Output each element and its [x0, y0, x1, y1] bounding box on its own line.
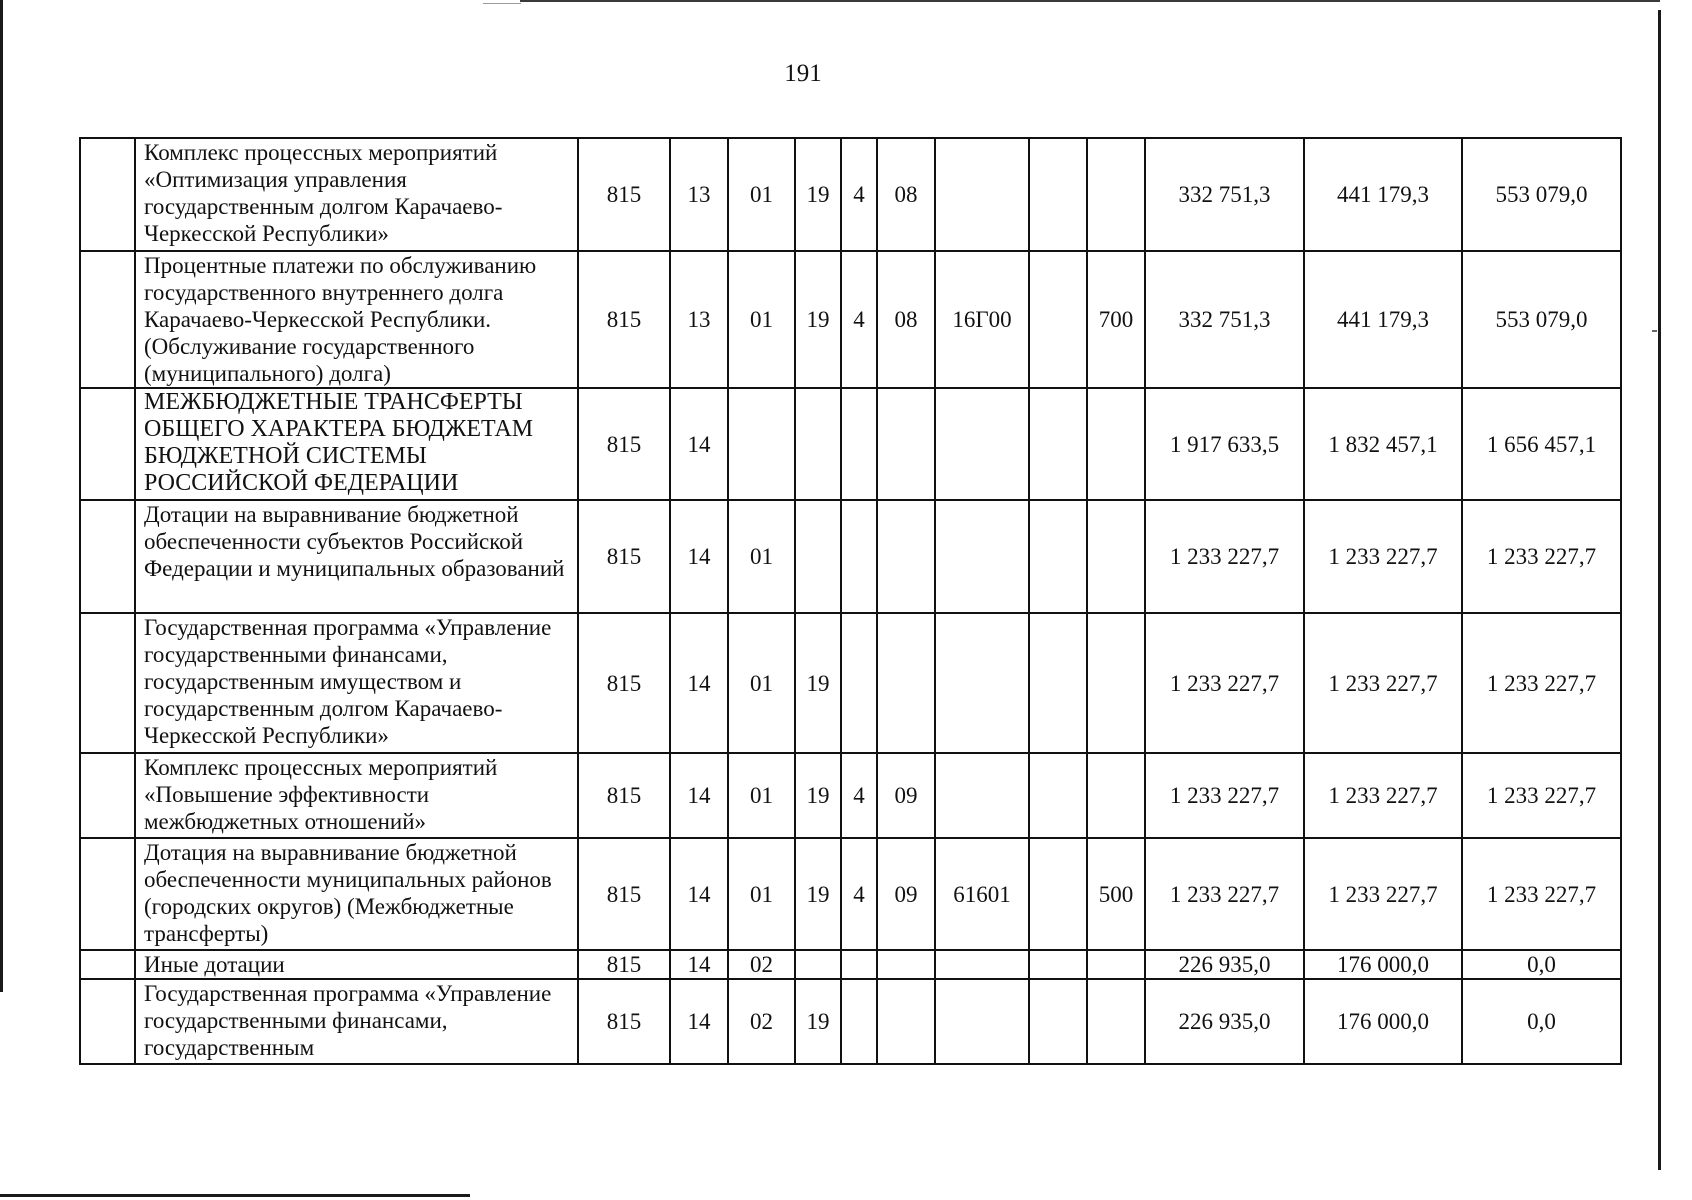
code-blank-cell	[1029, 613, 1087, 753]
code-blank-cell	[1029, 753, 1087, 838]
code-expense-type-cell	[1087, 388, 1145, 500]
code-article-cell	[935, 753, 1029, 838]
code-subprogram-cell	[877, 950, 935, 979]
code-article-cell	[935, 950, 1029, 979]
code-subsection-cell: 01	[728, 500, 795, 613]
amount-year-1-cell: 332 751,3	[1145, 138, 1304, 251]
amount-year-1-cell: 1 233 227,7	[1145, 838, 1304, 950]
code-program-type-cell	[841, 388, 877, 500]
code-chapter-cell: 815	[578, 613, 670, 753]
table-row	[80, 950, 1621, 979]
item-name-cell: Комплекс процессных мероприятий «Повышение эффективности межбюджетных отношений»	[135, 753, 578, 838]
code-subprogram-cell: 09	[877, 838, 935, 950]
amount-year-2-cell: 1 233 227,7	[1304, 838, 1462, 950]
code-program-type-cell: 4	[841, 838, 877, 950]
scan-right-tick	[1652, 330, 1657, 332]
code-chapter-cell: 815	[578, 753, 670, 838]
table-row	[80, 388, 1621, 500]
code-expense-type-cell	[1087, 613, 1145, 753]
code-chapter-cell: 815	[578, 388, 670, 500]
code-chapter-cell: 815	[578, 500, 670, 613]
code-program-type-cell: 4	[841, 138, 877, 251]
code-program-cell: 19	[795, 753, 841, 838]
table-row	[80, 979, 1621, 1064]
code-section-cell: 13	[670, 138, 728, 251]
code-program-cell	[795, 500, 841, 613]
code-article-cell	[935, 613, 1029, 753]
table-row	[80, 613, 1621, 753]
code-article-cell	[935, 500, 1029, 613]
amount-year-1-cell: 332 751,3	[1145, 251, 1304, 388]
code-blank-cell	[1029, 388, 1087, 500]
amount-year-1-cell: 1 917 633,5	[1145, 388, 1304, 500]
code-chapter-cell: 815	[578, 950, 670, 979]
code-chapter-cell: 815	[578, 138, 670, 251]
code-program-cell: 19	[795, 251, 841, 388]
item-name-cell: Процентные платежи по обслуживанию государственного внутреннего долга Карачаево-Черкесской Республики. (Обслуживание государственного (муниципального) долга)	[135, 251, 578, 388]
code-program-type-cell: 4	[841, 251, 877, 388]
code-section-cell: 14	[670, 753, 728, 838]
row-number-cell	[80, 979, 135, 1064]
code-subprogram-cell	[877, 979, 935, 1064]
amount-year-2-cell: 1 233 227,7	[1304, 753, 1462, 838]
code-expense-type-cell	[1087, 979, 1145, 1064]
amount-year-3-cell: 0,0	[1462, 950, 1621, 979]
budget-table	[79, 137, 1622, 1065]
code-subprogram-cell: 09	[877, 753, 935, 838]
code-program-cell	[795, 388, 841, 500]
code-expense-type-cell: 500	[1087, 838, 1145, 950]
row-number-cell	[80, 613, 135, 753]
amount-year-3-cell: 0,0	[1462, 979, 1621, 1064]
scan-top-rule-faint	[483, 3, 521, 4]
code-expense-type-cell: 700	[1087, 251, 1145, 388]
scan-bottom-rule	[0, 1194, 470, 1197]
code-program-cell: 19	[795, 138, 841, 251]
code-section-cell: 14	[670, 388, 728, 500]
page-number: 191	[784, 60, 822, 87]
code-chapter-cell: 815	[578, 838, 670, 950]
code-program-cell: 19	[795, 979, 841, 1064]
amount-year-3-cell: 1 233 227,7	[1462, 500, 1621, 613]
code-expense-type-cell	[1087, 753, 1145, 838]
row-number-cell	[80, 950, 135, 979]
row-number-cell	[80, 251, 135, 388]
code-subsection-cell: 01	[728, 613, 795, 753]
amount-year-1-cell: 1 233 227,7	[1145, 613, 1304, 753]
row-number-cell	[80, 753, 135, 838]
code-subsection-cell: 02	[728, 979, 795, 1064]
table-row	[80, 138, 1621, 251]
code-expense-type-cell	[1087, 950, 1145, 979]
amount-year-3-cell: 1 233 227,7	[1462, 838, 1621, 950]
code-program-type-cell	[841, 613, 877, 753]
code-article-cell: 61601	[935, 838, 1029, 950]
code-chapter-cell: 815	[578, 979, 670, 1064]
amount-year-3-cell: 553 079,0	[1462, 251, 1621, 388]
amount-year-2-cell: 441 179,3	[1304, 251, 1462, 388]
amount-year-1-cell: 226 935,0	[1145, 950, 1304, 979]
amount-year-2-cell: 176 000,0	[1304, 950, 1462, 979]
table-row	[80, 500, 1621, 613]
amount-year-1-cell: 226 935,0	[1145, 979, 1304, 1064]
code-subprogram-cell: 08	[877, 138, 935, 251]
code-blank-cell	[1029, 838, 1087, 950]
scan-right-edge	[1658, 10, 1661, 1170]
code-subsection-cell: 01	[728, 753, 795, 838]
code-subprogram-cell: 08	[877, 251, 935, 388]
code-chapter-cell: 815	[578, 251, 670, 388]
code-subsection-cell: 02	[728, 950, 795, 979]
code-expense-type-cell	[1087, 500, 1145, 613]
table-row	[80, 753, 1621, 838]
code-subprogram-cell	[877, 500, 935, 613]
code-section-cell: 13	[670, 251, 728, 388]
amount-year-2-cell: 1 832 457,1	[1304, 388, 1462, 500]
code-blank-cell	[1029, 138, 1087, 251]
amount-year-2-cell: 441 179,3	[1304, 138, 1462, 251]
item-name-cell: Дотации на выравнивание бюджетной обеспеченности субъектов Российской Федерации и муниципальных образований	[135, 500, 578, 613]
row-number-cell	[80, 838, 135, 950]
amount-year-2-cell: 1 233 227,7	[1304, 613, 1462, 753]
code-section-cell: 14	[670, 838, 728, 950]
row-number-cell	[80, 500, 135, 613]
item-name-cell: МЕЖБЮДЖЕТНЫЕ ТРАНСФЕРТЫ ОБЩЕГО ХАРАКТЕРА БЮДЖЕТАМ БЮДЖЕТНОЙ СИСТЕМЫ РОССИЙСКОЙ ФЕДЕРАЦИИ	[135, 388, 578, 500]
code-article-cell	[935, 138, 1029, 251]
amount-year-3-cell: 1 656 457,1	[1462, 388, 1621, 500]
code-subsection-cell: 01	[728, 838, 795, 950]
code-blank-cell	[1029, 500, 1087, 613]
amount-year-2-cell: 176 000,0	[1304, 979, 1462, 1064]
item-name-cell: Государственная программа «Управление государственными финансами, государственным	[135, 979, 578, 1064]
code-section-cell: 14	[670, 613, 728, 753]
code-blank-cell	[1029, 251, 1087, 388]
amount-year-3-cell: 1 233 227,7	[1462, 753, 1621, 838]
amount-year-3-cell: 1 233 227,7	[1462, 613, 1621, 753]
scan-top-rule	[520, 0, 1660, 2]
code-program-type-cell	[841, 979, 877, 1064]
item-name-cell: Комплекс процессных мероприятий «Оптимизация управления государственным долгом Карачаево-Черкесской Республики»	[135, 138, 578, 251]
amount-year-1-cell: 1 233 227,7	[1145, 500, 1304, 613]
code-program-cell	[795, 950, 841, 979]
item-name-cell: Иные дотации	[135, 950, 578, 979]
table-row	[80, 838, 1621, 950]
code-blank-cell	[1029, 979, 1087, 1064]
code-article-cell	[935, 979, 1029, 1064]
code-expense-type-cell	[1087, 138, 1145, 251]
code-article-cell	[935, 388, 1029, 500]
code-article-cell: 16Г00	[935, 251, 1029, 388]
row-number-cell	[80, 138, 135, 251]
scan-left-edge	[0, 0, 3, 992]
row-number-cell	[80, 388, 135, 500]
code-subsection-cell: 01	[728, 138, 795, 251]
amount-year-1-cell: 1 233 227,7	[1145, 753, 1304, 838]
code-blank-cell	[1029, 950, 1087, 979]
code-section-cell: 14	[670, 950, 728, 979]
code-subprogram-cell	[877, 388, 935, 500]
amount-year-3-cell: 553 079,0	[1462, 138, 1621, 251]
code-program-cell: 19	[795, 613, 841, 753]
table-row	[80, 251, 1621, 388]
code-subsection-cell	[728, 388, 795, 500]
code-program-cell: 19	[795, 838, 841, 950]
item-name-cell: Дотация на выравнивание бюджетной обеспеченности муниципальных районов (городских округов) (Межбюджетные трансферты)	[135, 838, 578, 950]
code-section-cell: 14	[670, 500, 728, 613]
code-subsection-cell: 01	[728, 251, 795, 388]
code-subprogram-cell	[877, 613, 935, 753]
code-program-type-cell: 4	[841, 753, 877, 838]
code-section-cell: 14	[670, 979, 728, 1064]
code-program-type-cell	[841, 950, 877, 979]
code-program-type-cell	[841, 500, 877, 613]
amount-year-2-cell: 1 233 227,7	[1304, 500, 1462, 613]
item-name-cell: Государственная программа «Управление государственными финансами, государственным имуществом и государственным долгом Карачаево-Черкесской Республики»	[135, 613, 578, 753]
